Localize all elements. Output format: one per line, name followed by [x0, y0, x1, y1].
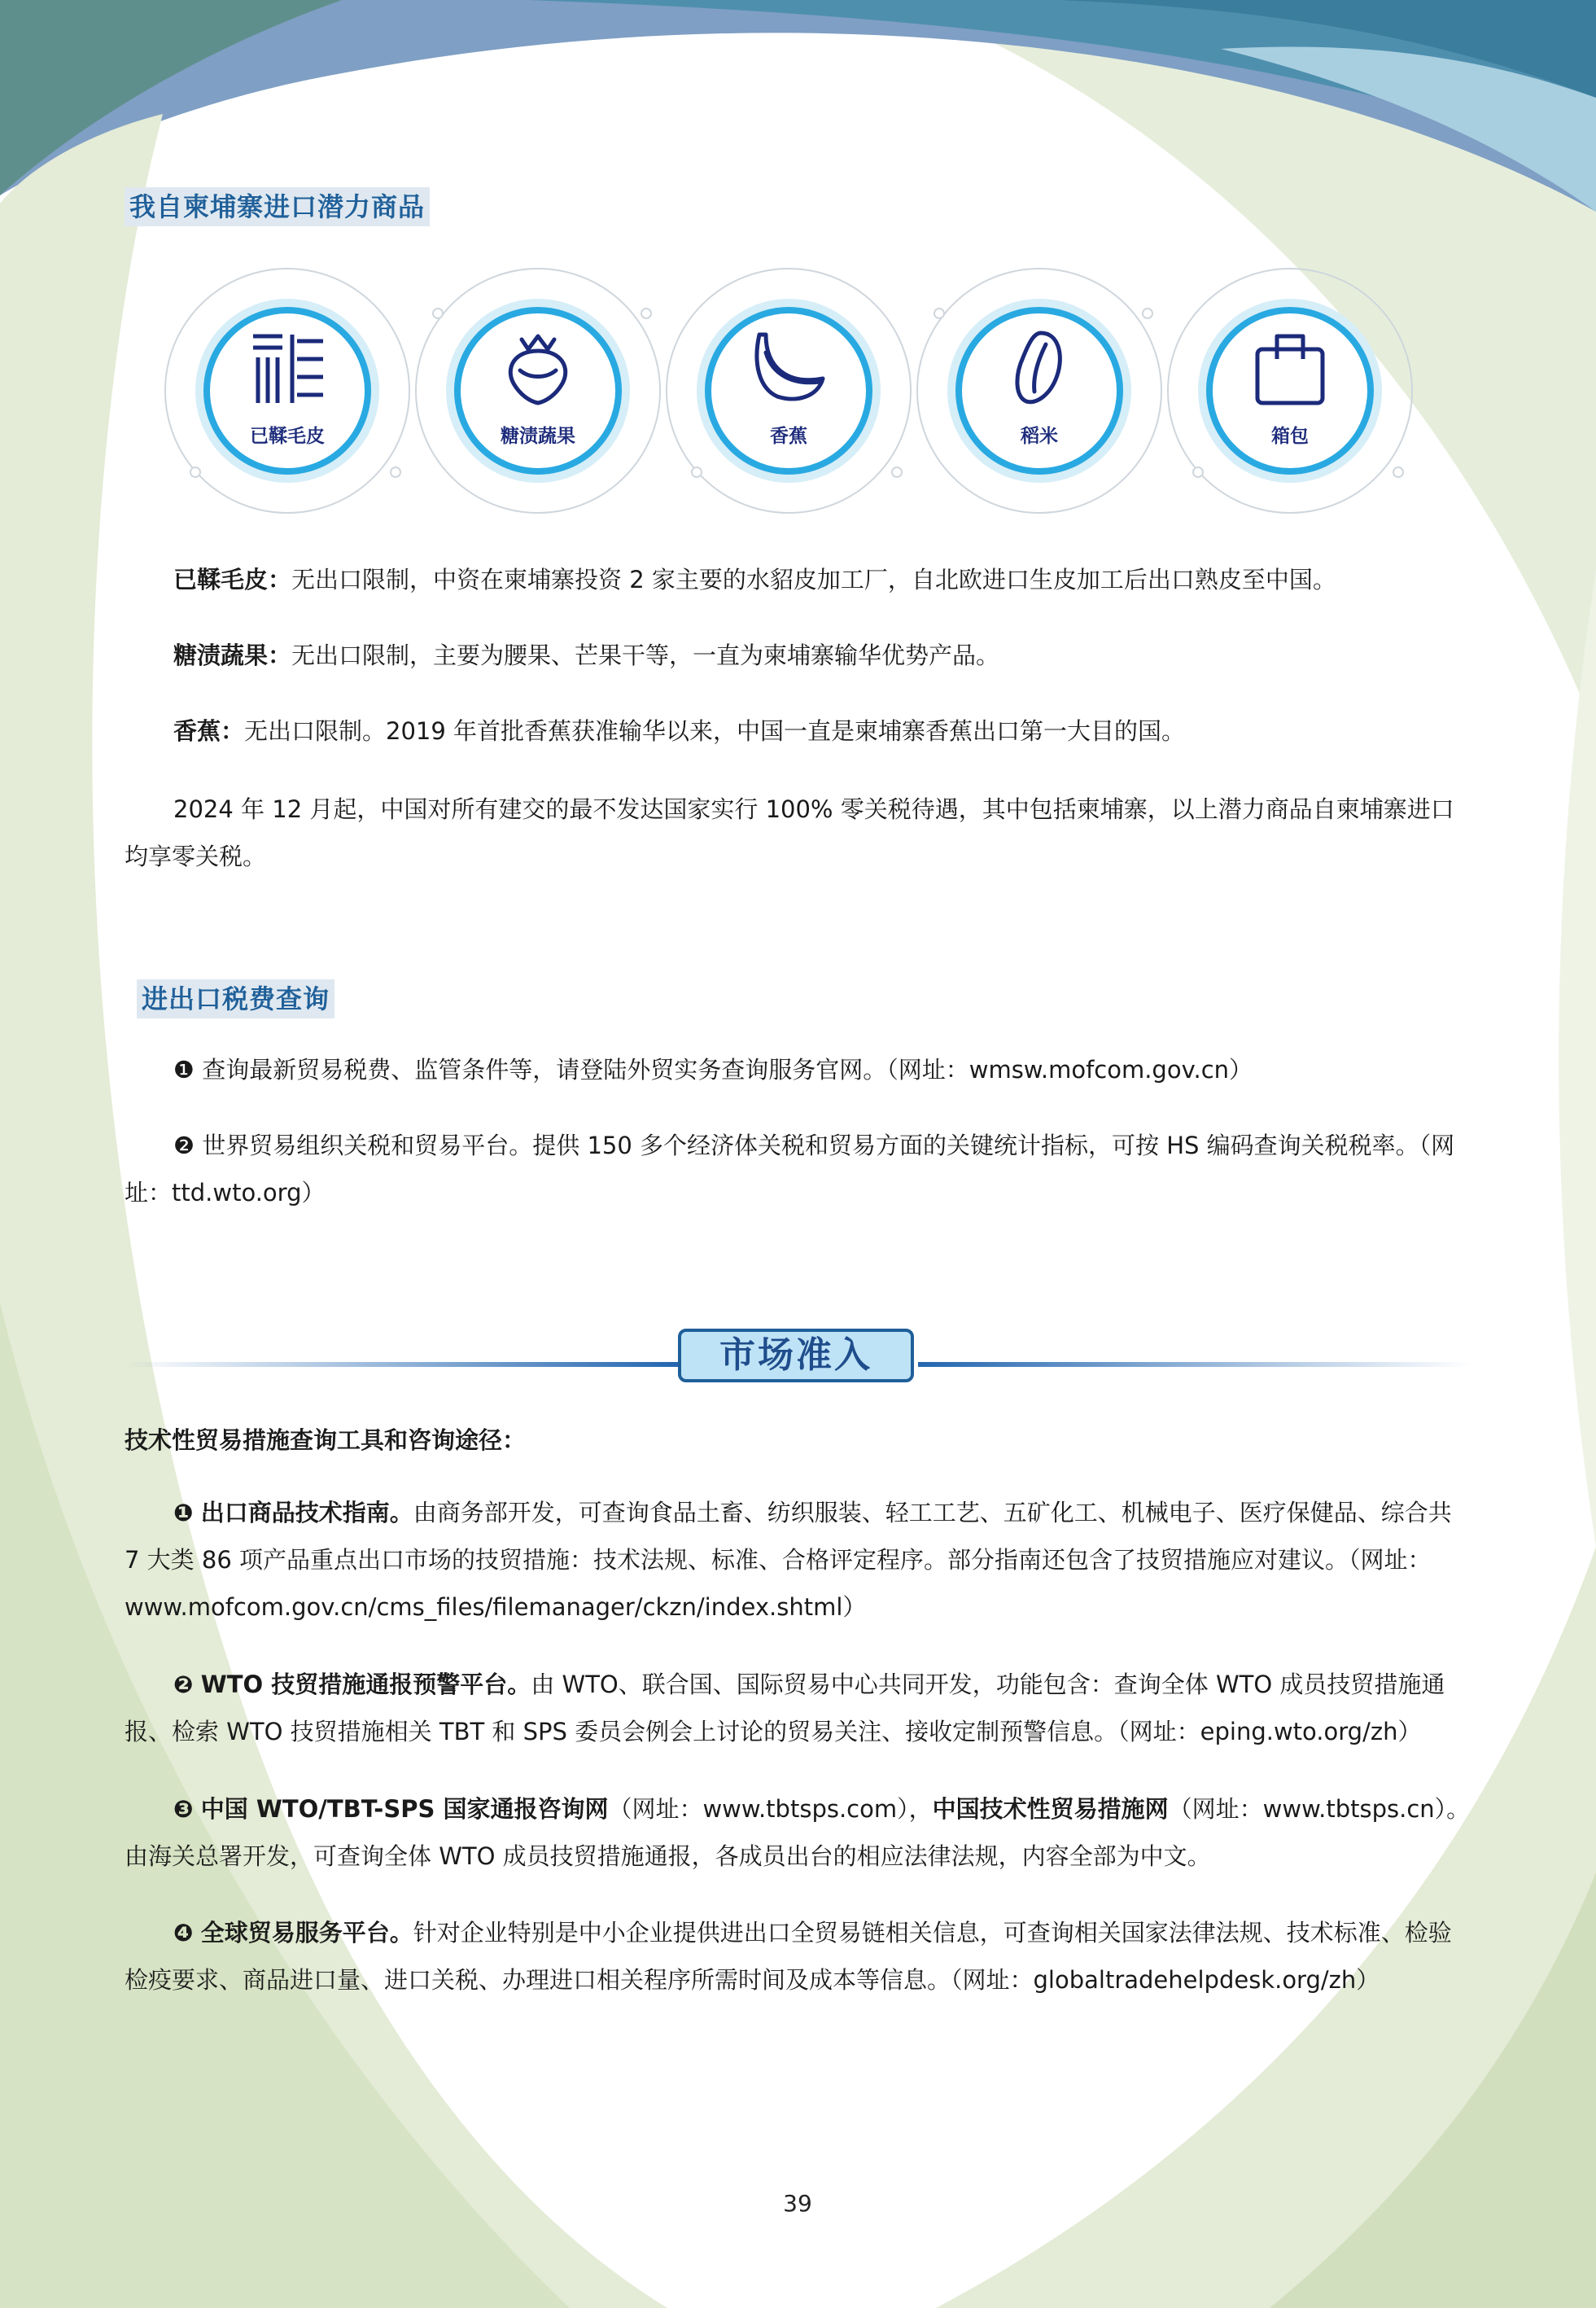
section-title-potential-imports: 我自柬埔寨进口潜力商品	[125, 187, 430, 226]
tax-query-item	[125, 1122, 1471, 1216]
tbt-item-url-2: （网址：www.tbtsps.cn）。	[1168, 1795, 1471, 1823]
bullet-number: ❷	[173, 1671, 194, 1698]
product-icon-label: 稻米	[1021, 426, 1058, 447]
bag-icon	[1249, 328, 1331, 409]
tbt-item-title: WTO 技贸措施通报预警平台。	[200, 1671, 531, 1698]
tbt-item	[125, 1489, 1471, 1631]
tbt-item-text: 由商务部开发，可查询食品土畜、纺织服装、轻工工艺、五矿化工、机械电子、医疗保健品、综合共 7 大类 86 项产品重点出口市场的技贸措施：技术法规、标准、合格评定程序。部分指南还包含了技贸措施应对建议。（网址：www.mofcom.gov.cn/cms_files/filemanager/ckzn/index.shtml）	[125, 1499, 1452, 1621]
product-paragraph	[125, 707, 1471, 755]
bullet-number: ❶	[173, 1499, 194, 1526]
tax-query-item	[125, 1046, 1471, 1093]
product-term: 已鞣毛皮：	[173, 566, 292, 593]
candied-fruit-icon	[497, 328, 579, 409]
product-desc: 无出口限制，中资在柬埔寨投资 2 家主要的水貂皮加工厂，自北欧进口生皮加工后出口熟皮至中国。	[291, 566, 1336, 593]
product-icon-item	[413, 265, 666, 517]
market-access-banner: 市场准入	[678, 1329, 914, 1382]
tbt-item-title: 出口商品技术指南。	[200, 1499, 413, 1526]
product-icon-label: 箱包	[1271, 426, 1309, 447]
tbt-item-title: 中国 WTO/TBT-SPS 国家通报咨询网	[200, 1795, 609, 1823]
tbt-item	[125, 1909, 1471, 2004]
tax-query-text: 查询最新贸易税费、监管条件等，请登陆外贸实务查询服务官网。（网址：wmsw.mofcom.gov.cn）	[202, 1056, 1253, 1084]
product-icon-label: 糖渍蔬果	[501, 426, 575, 447]
tbt-item-title-2: 中国技术性贸易措施网	[932, 1795, 1169, 1823]
product-icon-item	[1165, 265, 1418, 517]
product-icon-row	[163, 265, 1432, 533]
tbt-item	[125, 1785, 1471, 1880]
product-term: 香蕉：	[173, 717, 245, 745]
product-icon-item	[163, 265, 415, 517]
product-paragraph	[125, 632, 1471, 679]
bullet-number: ❸	[173, 1795, 194, 1823]
product-icon-label: 已鞣毛皮	[250, 426, 325, 447]
tbt-item-text: 针对企业特别是中小企业提供进出口全贸易链相关信息，可查询相关国家法律法规、技术标准、检验检疫要求、商品进口量、进口关税、办理进口相关程序所需时间及成本等信息。（网址：globaltradehelpdesk.org/zh）	[125, 1919, 1452, 1994]
market-access-divider	[125, 1329, 1471, 1402]
tbt-subtitle: 技术性贸易措施查询工具和咨询途径：	[125, 1426, 527, 1454]
product-term: 糖渍蔬果：	[173, 642, 292, 669]
tbt-item-text: 由 WTO、联合国、国际贸易中心共同开发，功能包含：查询全体 WTO 成员技贸措施通报、检索 WTO 技贸措施相关 TBT 和 SPS 委员会例会上讨论的贸易关注、接收定制预警信息。（网址：eping.wto.org/zh）	[125, 1671, 1445, 1745]
banana-icon	[748, 328, 829, 409]
tbt-item-title: 全球贸易服务平台。	[200, 1919, 413, 1947]
tax-query-text: 世界贸易组织关税和贸易平台。提供 150 多个经济体关税和贸易方面的关键统计指标，可按 HS 编码查询关税税率。（网址：ttd.wto.org）	[125, 1132, 1455, 1207]
bullet-number: ❷	[173, 1132, 195, 1159]
product-paragraph	[125, 556, 1471, 603]
leather-icon	[247, 328, 328, 409]
product-desc: 无出口限制，主要为腰果、芒果干等，一直为柬埔寨输华优势产品。	[291, 642, 1000, 669]
tbt-item	[125, 1661, 1471, 1755]
page-number: 39	[783, 2190, 812, 2217]
product-icon-label: 香蕉	[770, 426, 807, 447]
product-icon-item	[664, 265, 916, 517]
bullet-number: ❶	[173, 1056, 195, 1084]
tbt-item-url: （网址：www.tbtsps.com），	[608, 1795, 933, 1823]
tariff-note: 2024 年 12 月起，中国对所有建交的最不发达国家实行 100% 零关税待遇，其中包括柬埔寨，以上潜力商品自柬埔寨进口均享零关税。	[125, 795, 1454, 870]
section-title-tax-query: 进出口税费查询	[137, 979, 335, 1018]
tbt-item-text: 由海关总署开发，可查询全体 WTO 成员技贸措施通报，各成员出台的相应法律法规，内容全部为中文。	[125, 1842, 1211, 1870]
product-desc: 无出口限制。2019 年首批香蕉获准输华以来，中国一直是柬埔寨香蕉出口第一大目的国。	[244, 717, 1186, 745]
product-icon-item	[915, 265, 1167, 517]
rice-icon	[999, 328, 1080, 409]
bullet-number: ❹	[173, 1919, 194, 1947]
